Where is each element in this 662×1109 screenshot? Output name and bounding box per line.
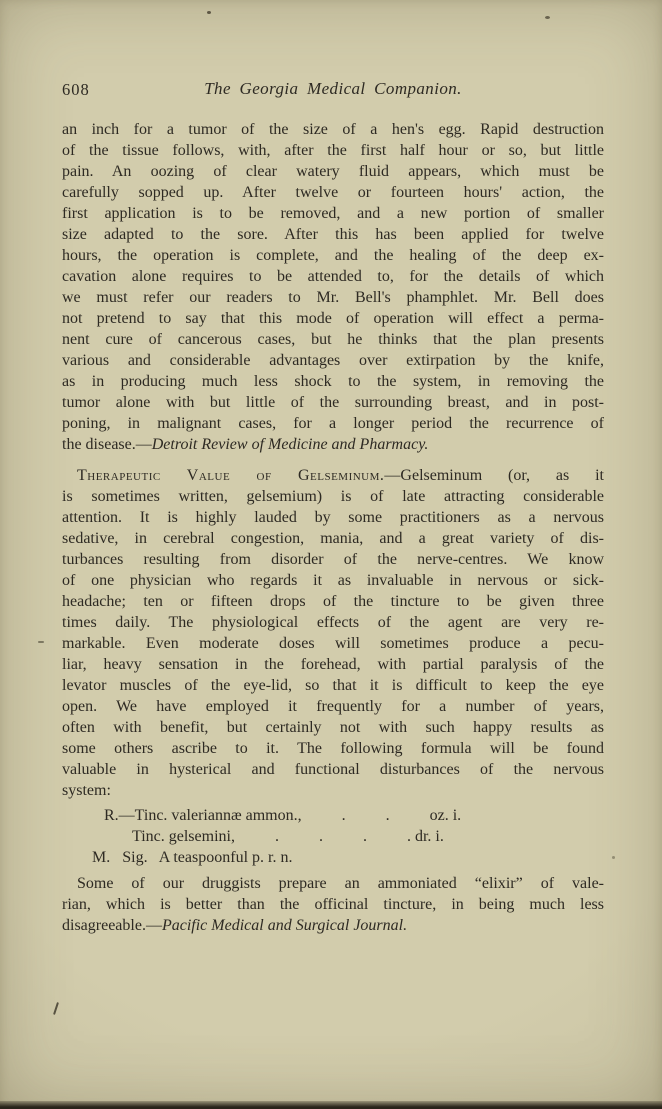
text-line: size adapted to the sore. After this has been applied for twelve (62, 226, 604, 243)
text-line: of the tissue follows, with, after the first half hour or so, but little (62, 142, 604, 159)
pen-mark (53, 1002, 59, 1015)
formula-line: M. Sig. A teaspoonful p. r. n. (92, 849, 293, 866)
text-line: headache; ten or fifteen drops of the tincture to be given three (62, 593, 604, 610)
text-line (62, 915, 604, 936)
text-line: some others ascribe to it. The following formula will be found (62, 740, 604, 757)
text-line: first application is to be removed, and a new portion of smaller (62, 205, 604, 222)
text-line: valuable in hysterical and functional disturbances of the nervous (62, 761, 604, 778)
paragraph-elixir (62, 873, 604, 936)
article-heading: Therapeutic Value of Gelseminum. (77, 467, 385, 484)
page-number: 608 (62, 80, 90, 99)
formula-line: R.—Tinc. valeriannæ ammon., . . oz. i. (104, 807, 462, 824)
text-line: attention. It is highly lauded by some practitioners as a nervous (62, 509, 604, 526)
text-line: hours, the operation is complete, and the healing of the deep ex- (62, 247, 604, 264)
running-title: The Georgia Medical Companion. (204, 79, 462, 98)
ink-speck (207, 11, 211, 14)
text-line: liar, heavy sensation in the forehead, with partial paralysis of the (62, 656, 604, 673)
text-line: cavation alone requires to be attended to, for the details of which (62, 268, 604, 285)
text-line: various and considerable advantages over extirpation by the knife, (62, 352, 604, 369)
text-line: as in producing much less shock to the system, in removing the (62, 373, 604, 390)
text-line: poning, in malignant cases, for a longer period the recurrence of (62, 415, 604, 432)
text-line: of one physician who regards it as invaluable in nervous or sick- (62, 572, 604, 589)
text-segment: —Gelseminum (or, as it (384, 467, 604, 484)
text-line: system: (62, 782, 111, 799)
text-line: open. We have employed it frequently for a number of years, (62, 698, 604, 715)
text-line: Some of our druggists prepare an ammoniated “elixir” of vale- (77, 875, 604, 892)
text-block (62, 119, 604, 936)
text-line: rian, which is better than the officinal tincture, in being much less (62, 896, 604, 913)
text-line (62, 465, 604, 486)
journal-citation: Pacific Medical and Surgical Journal. (161, 917, 408, 934)
journal-citation: Detroit Review of Medicine and Pharmacy. (151, 436, 429, 453)
text-line: levator muscles of the eye-lid, so that it is difficult to keep the eye (62, 677, 604, 694)
ink-speck (612, 856, 615, 859)
scan-bottom-edge (0, 1101, 662, 1109)
paragraph-detroit-review (62, 119, 604, 455)
text-line: is sometimes written, gelsemium) is of late attracting considerable (62, 488, 604, 505)
running-head (62, 79, 604, 103)
text-line: we must refer our readers to Mr. Bell's phamphlet. Mr. Bell does (62, 289, 604, 306)
text-line: turbances resulting from disorder of the nerve-centres. We know (62, 551, 604, 568)
formula-line: Tinc. gelsemini, . . . . dr. i. (132, 828, 444, 845)
ink-speck (38, 641, 44, 643)
prescription-formula (62, 805, 604, 868)
text-line: markable. Even moderate doses will sometimes produce a pecu- (62, 635, 604, 652)
text-line: often with benefit, but certainly not with such happy results as (62, 719, 604, 736)
ink-speck (545, 16, 550, 19)
paragraph-gelseminum (62, 465, 604, 801)
text-line: times daily. The physiological effects of the agent are very re- (62, 614, 604, 631)
paragraph-lines (62, 119, 604, 434)
text-line: carefully sopped up. After twelve or fourteen hours' action, the (62, 184, 604, 201)
text-line: pain. An oozing of clear watery fluid appears, which must be (62, 163, 604, 180)
text-line (62, 434, 604, 455)
text-line: tumor alone with but little of the surrounding breast, and in post- (62, 394, 604, 411)
text-segment: the disease.— (62, 436, 152, 453)
text-segment: disagreeable.— (62, 917, 162, 934)
paragraph-lines (62, 486, 604, 780)
text-line: not pretend to say that this mode of operation will effect a perma- (62, 310, 604, 327)
text-line: nent cure of cancerous cases, but he thinks that the plan presents (62, 331, 604, 348)
text-line: an inch for a tumor of the size of a hen's egg. Rapid destruction (62, 121, 604, 138)
text-line: sedative, in cerebral congestion, mania, and a great variety of dis- (62, 530, 604, 547)
